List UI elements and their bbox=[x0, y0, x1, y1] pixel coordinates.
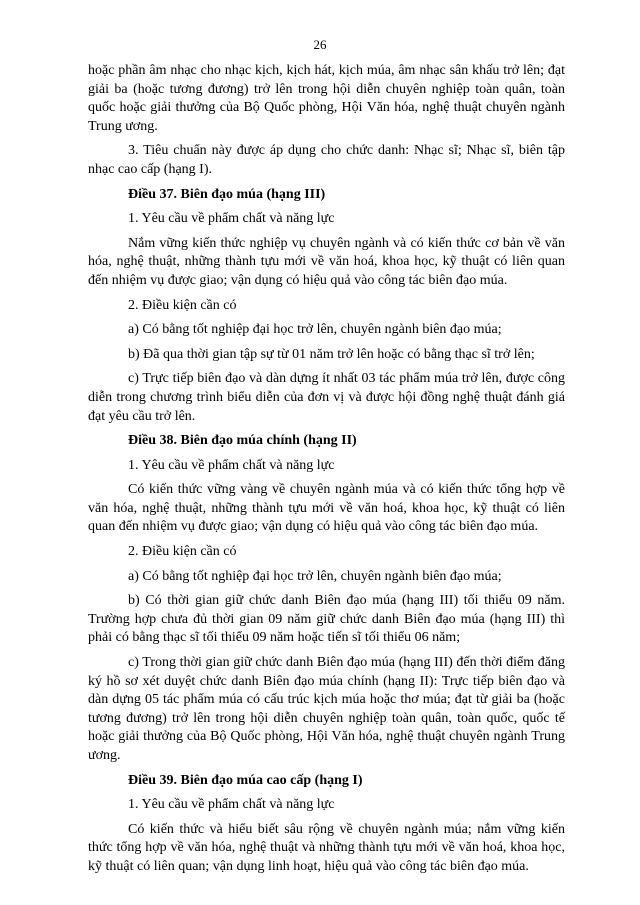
paragraph: b) Đã qua thời gian tập sự từ 01 năm trở lên hoặc có bằng thạc sĩ trở lên; bbox=[128, 346, 535, 362]
paragraph: b) Có thời gian giữ chức danh Biên đạo múa (hạng III) tối thiểu 09 năm. Trường hợp chưa đủ thời gian 09 năm giữ chức danh Biên đạo múa (hạng III) thì phải có bằng thạc sĩ tối thiểu 09 năm hoặc tiến sĩ tối thiểu 06 năm; bbox=[88, 593, 565, 646]
paragraph: 1. Yêu cầu về phẩm chất và năng lực bbox=[128, 211, 335, 227]
page-number: 26 bbox=[313, 37, 327, 52]
paragraph: c) Trong thời gian giữ chức danh Biên đạo múa (hạng III) đến thời điểm đăng ký hồ sơ xét duyệt chức danh Biên đạo múa chính (hạng II): Trực tiếp biên đạo và dàn dựng 05 tác phẩm múa có cấu trúc kịch múa hoặc thơ múa; đạt từ giải ba (hoặc tương đương) trở lên trong hội diễn chuyên nghiệp toàn quân, toàn quốc, quốc tế hoặc giải thưởng của Bộ Quốc phòng, Hội Văn hóa, nghệ thuật chuyên ngành Trung ương. bbox=[88, 655, 565, 763]
paragraph: hoặc phần âm nhạc cho nhạc kịch, kịch hát, kịch múa, âm nhạc sân khấu trở lên; đạt giải ba (hoặc tương đương) trở lên trong hội diễn chuyên nghiệp toàn quân, toàn quốc hoặc giải thưởng của Bộ Quốc phòng, Hội Văn hóa, nghệ thuật chuyên ngành Trung ương. bbox=[88, 63, 565, 134]
paragraph: Có kiến thức vững vàng về chuyên ngành múa và có kiến thức tổng hợp về văn hóa, nghệ thuật, những thành tựu mới về văn hoá, khoa học, kỹ thuật có liên quan đến nhiệm vụ được giao; vận dụng có hiệu quả vào công tác biên đạo múa. bbox=[88, 482, 565, 535]
paragraph: a) Có bằng tốt nghiệp đại học trở lên, chuyên ngành biên đạo múa; bbox=[128, 568, 502, 584]
paragraph: Nắm vững kiến thức nghiệp vụ chuyên ngành và có kiến thức cơ bản về văn hóa, nghệ thuật, những thành tựu mới về văn hoá, khoa học, kỹ thuật có liên quan đến nhiệm vụ được giao; vận dụng có hiệu quả vào công tác biên đạo múa. bbox=[88, 235, 565, 288]
paragraph: a) Có bằng tốt nghiệp đại học trở lên, chuyên ngành biên đạo múa; bbox=[128, 322, 502, 338]
paragraph: 3. Tiêu chuẩn này được áp dụng cho chức danh: Nhạc sĩ; Nhạc sĩ, biên tập nhạc cao cấp (hạng I). bbox=[88, 143, 565, 177]
paragraph: 1. Yêu cầu về phẩm chất và năng lực bbox=[128, 797, 335, 813]
paragraph: 2. Điều kiện cần có bbox=[128, 297, 237, 313]
paragraph: c) Trực tiếp biên đạo và dàn dựng ít nhất 03 tác phẩm múa trở lên, được công diễn trong chương trình biểu diễn của đơn vị và được hội đồng nghệ thuật đánh giá đạt yêu cầu trở lên. bbox=[88, 371, 565, 424]
article-heading: Điều 37. Biên đạo múa (hạng III) bbox=[128, 186, 326, 202]
paragraph: 2. Điều kiện cần có bbox=[128, 544, 237, 560]
paragraph: Có kiến thức và hiểu biết sâu rộng về chuyên ngành múa; nắm vững kiến thức tổng hợp về văn hóa, nghệ thuật và những thành tựu mới về văn hoá, khoa học, kỹ thuật có liên quan; vận dụng linh hoạt, hiệu quả vào công tác biên đạo múa. bbox=[88, 821, 565, 874]
article-heading: Điều 39. Biên đạo múa cao cấp (hạng I) bbox=[128, 772, 363, 788]
paragraph: 1. Yêu cầu về phẩm chất và năng lực bbox=[128, 457, 335, 473]
article-heading: Điều 38. Biên đạo múa chính (hạng II) bbox=[128, 433, 357, 449]
document-body bbox=[88, 62, 565, 883]
